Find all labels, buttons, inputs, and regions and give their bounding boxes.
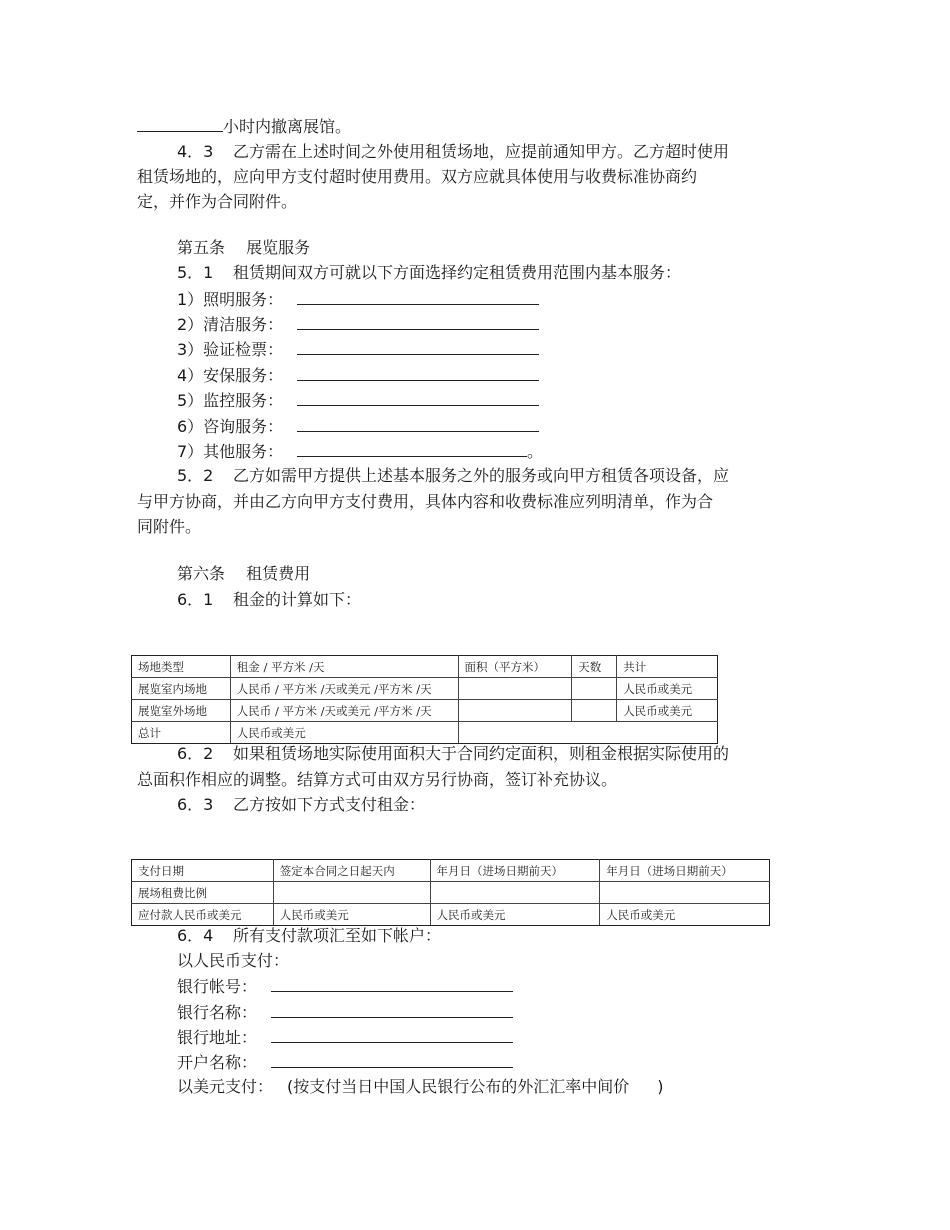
bank-field-row — [177, 1051, 513, 1074]
service-blank — [297, 313, 539, 330]
clause-5-1-number: 5．1 — [177, 263, 214, 282]
table-cell: 人民币 / 平方米 /天或美元 /平方米 /天 — [230, 700, 458, 722]
table-total-row — [132, 722, 718, 744]
service-blank — [297, 415, 539, 432]
table-cell: 年月日（进场日期前天） — [600, 860, 770, 882]
table-cell: 应付款人民币或美元 — [132, 904, 274, 926]
payment-table — [131, 859, 770, 926]
table-cell — [430, 882, 600, 904]
clause-5-2-text1: 乙方如需甲方提供上述基本服务之外的服务或向甲方租赁各项设备，应 — [233, 466, 730, 485]
clause-6-3-number: 6．3 — [177, 795, 214, 814]
clause-5-2-line2: 与甲方协商，并由乙方向甲方支付费用，具体内容和收费标准应列明清单，作为合 — [137, 492, 714, 511]
service-row — [177, 440, 543, 463]
service-blank — [297, 389, 539, 406]
clause-6-2-number: 6．2 — [177, 744, 214, 763]
table-cell — [600, 882, 770, 904]
service-row — [177, 389, 539, 412]
table-cell: 人民币或美元 — [230, 722, 458, 744]
bank-field-row — [177, 1026, 513, 1049]
table-cell: 人民币或美元 — [617, 678, 718, 700]
table-row — [132, 678, 718, 700]
table-cell: 展场租费比例 — [132, 882, 274, 904]
table-cell: 人民币 / 平方米 /天或美元 /平方米 /天 — [230, 678, 458, 700]
service-end-mark: 。 — [527, 442, 544, 461]
service-blank — [297, 288, 539, 305]
table-row — [132, 860, 770, 882]
continuation-line — [137, 115, 351, 138]
table-cell — [458, 700, 572, 722]
continuation-text: 小时内撤离展馆。 — [223, 117, 352, 136]
table-header-cell: 共计 — [617, 656, 718, 678]
table-cell — [572, 678, 617, 700]
table-cell — [458, 722, 717, 744]
bank-field-label: 银行地址： — [177, 1028, 258, 1047]
table-cell: 人民币或美元 — [430, 904, 600, 926]
table-row — [132, 904, 770, 926]
table-cell: 总计 — [132, 722, 231, 744]
clause-4-3-line1 — [177, 141, 729, 163]
table-row — [132, 882, 770, 904]
bank-field-row — [177, 975, 513, 998]
clause-6-2-line2: 总面积作相应的调整。结算方式可由双方另行协商，签订补充协议。 — [137, 770, 618, 789]
service-blank — [297, 440, 527, 457]
clause-5-2-line3: 同附件。 — [137, 517, 202, 536]
table-cell — [273, 882, 430, 904]
service-label: 2）清洁服务： — [177, 315, 284, 334]
clause-5-1-text: 租赁期间双方可就以下方面选择约定租赁费用范围内基本服务： — [233, 263, 682, 282]
table-header-cell: 面积（平方米） — [458, 656, 572, 678]
clause-5-2-line1 — [177, 465, 729, 487]
usd-payment-note: (按支付当日中国人民银行公布的外汇汇率中间价 — [287, 1077, 630, 1096]
table-header-row — [132, 656, 718, 678]
bank-field-blank — [271, 1001, 513, 1018]
article-6-title: 第六条 租赁费用 — [177, 564, 311, 583]
clause-6-3 — [177, 794, 425, 816]
service-label: 5）监控服务： — [177, 391, 284, 410]
clause-6-2-line1 — [177, 743, 729, 765]
bank-field-blank — [271, 1026, 513, 1043]
usd-payment-close: ) — [657, 1077, 664, 1096]
bank-field-label: 银行名称： — [177, 1003, 258, 1022]
clause-6-1-number: 6．1 — [177, 590, 214, 609]
service-row — [177, 313, 539, 336]
service-row — [177, 288, 539, 311]
clause-6-1 — [177, 589, 361, 611]
clause-4-3-line3: 定，并作为合同附件。 — [137, 192, 298, 211]
table-cell: 人民币或美元 — [273, 904, 430, 926]
table-cell: 人民币或美元 — [617, 700, 718, 722]
article-5-title: 第五条 展览服务 — [177, 238, 311, 257]
clause-4-3-text1: 乙方需在上述时间之外使用租赁场地，应提前通知甲方。乙方超时使用 — [233, 142, 730, 161]
clause-4-3-line2: 租赁场地的，应向甲方支付超时使用费用。双方应就具体使用与收费标准协商约 — [137, 167, 698, 186]
service-label: 3）验证检票： — [177, 340, 284, 359]
table-header-cell: 租金 / 平方米 /天 — [230, 656, 458, 678]
bank-field-label: 银行帐号： — [177, 977, 258, 996]
bank-field-row — [177, 1001, 513, 1024]
table-cell — [458, 678, 572, 700]
service-label: 1）照明服务： — [177, 290, 284, 309]
bank-field-blank — [271, 975, 513, 992]
service-row — [177, 364, 539, 387]
clause-4-3-number: 4．3 — [177, 142, 214, 161]
usd-payment-label: 以美元支付： — [177, 1077, 274, 1096]
table-cell: 展览室内场地 — [132, 678, 231, 700]
service-row — [177, 338, 539, 361]
hours-blank — [137, 115, 223, 132]
clause-6-4-number: 6．4 — [177, 926, 214, 945]
clause-5-1 — [177, 262, 681, 284]
service-label: 7）其他服务： — [177, 442, 284, 461]
service-blank — [297, 338, 539, 355]
bank-field-label: 开户名称： — [177, 1053, 258, 1072]
bank-field-blank — [271, 1051, 513, 1068]
usd-payment-line — [177, 1076, 664, 1098]
table-cell: 展览室外场地 — [132, 700, 231, 722]
table-header-cell: 场地类型 — [132, 656, 231, 678]
table-cell: 年月日（进场日期前天） — [430, 860, 600, 882]
clause-6-3-text: 乙方按如下方式支付租金： — [233, 795, 426, 814]
table-cell: 支付日期 — [132, 860, 274, 882]
service-blank — [297, 364, 539, 381]
table-row — [132, 700, 718, 722]
clause-6-4 — [177, 925, 441, 947]
table-cell: 签定本合同之日起天内 — [273, 860, 430, 882]
clause-6-4-text: 所有支付款项汇至如下帐户： — [233, 926, 442, 945]
rmb-payment-label: 以人民币支付： — [177, 951, 290, 970]
rent-table — [131, 655, 718, 744]
service-label: 6）咨询服务： — [177, 417, 284, 436]
table-cell — [572, 700, 617, 722]
table-header-cell: 天数 — [572, 656, 617, 678]
clause-5-2-number: 5．2 — [177, 466, 214, 485]
clause-6-1-text: 租金的计算如下： — [233, 590, 362, 609]
service-row — [177, 415, 539, 438]
clause-6-2-text1: 如果租赁场地实际使用面积大于合同约定面积，则租金根据实际使用的 — [233, 744, 730, 763]
service-label: 4）安保服务： — [177, 366, 284, 385]
table-cell: 人民币或美元 — [600, 904, 770, 926]
